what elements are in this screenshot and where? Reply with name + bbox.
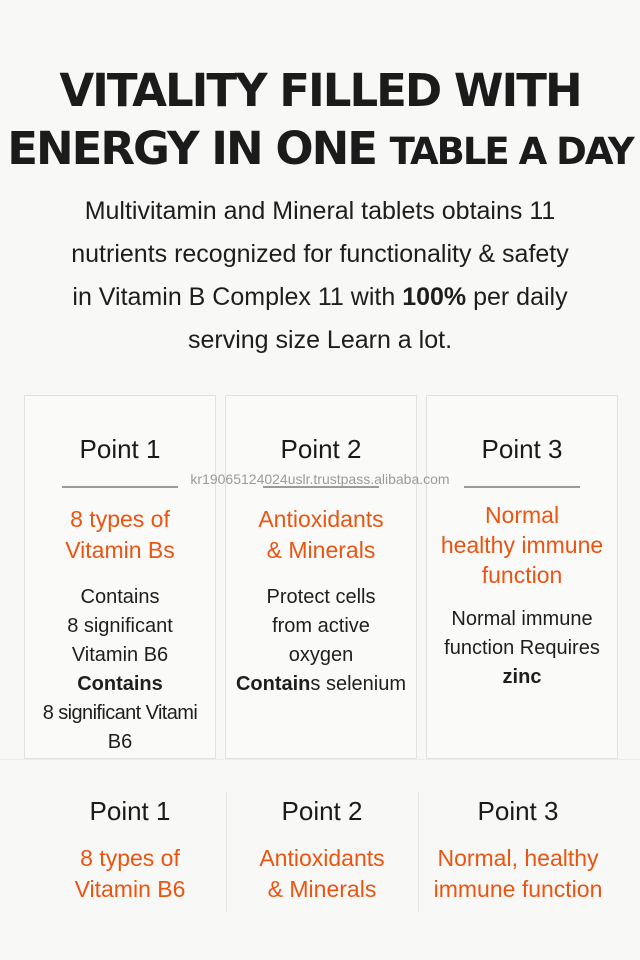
- intro-line-3: [40, 276, 600, 319]
- intro-line-3-a: in Vitamin B Complex 11 with: [72, 283, 403, 311]
- bottom-3-highlight: [418, 843, 618, 905]
- card-2-body-rest: s selenium: [310, 673, 407, 695]
- card-1-point-title: Point 1: [79, 434, 161, 464]
- card-1-body-bold-line: Contains: [77, 673, 163, 695]
- card-3-highlight-line: Normal: [484, 502, 560, 528]
- bottom-3-highlight-line: immune function: [433, 876, 603, 902]
- card-1-body: [29, 583, 211, 757]
- card-2-body-line: oxygen: [288, 644, 354, 666]
- card-1-body-bold-line: B6: [107, 731, 133, 753]
- bottom-2-highlight-line: & Minerals: [267, 876, 377, 902]
- card-1-highlight-line: Vitamin Bs: [65, 537, 175, 563]
- bottom-point-3: [418, 792, 618, 922]
- bottom-1-point-title: Point 1: [89, 796, 171, 826]
- card-1-body-bold-line: 8 significant Vitami: [42, 702, 198, 724]
- card-2-body: [230, 583, 412, 699]
- card-2-highlight: [230, 504, 412, 566]
- card-3-point-title: Point 3: [481, 434, 563, 464]
- headline-line-2-small: TABLE A DAY: [389, 130, 633, 173]
- card-1-highlight-line: 8 types of: [70, 506, 170, 532]
- card-2-highlight-line: & Minerals: [266, 537, 376, 563]
- bottom-point-2: [227, 792, 417, 922]
- bottom-2-highlight-line: Antioxidants: [259, 845, 385, 871]
- card-1-body-line: Contains: [80, 586, 160, 608]
- headline: [0, 62, 640, 181]
- card-2-body-line: Protect cells: [266, 586, 376, 608]
- card-1-body-line: Vitamin B6: [71, 644, 169, 666]
- headline-line-2-big: ENERGY IN ONE: [7, 122, 390, 175]
- card-3-body: [431, 605, 613, 692]
- point-card-2: [225, 395, 417, 759]
- intro-line-4: serving size Learn a lot.: [187, 326, 453, 354]
- intro-paragraph: [40, 190, 600, 362]
- intro-line-3-b: 100%: [402, 283, 467, 311]
- bottom-3-highlight-line: Normal, healthy: [437, 845, 599, 871]
- intro-line-3-c: per daily: [466, 283, 568, 311]
- bottom-point-1: [30, 792, 230, 922]
- intro-line-2: nutrients recognized for functionality & safety: [71, 240, 569, 268]
- bottom-1-highlight-line: Vitamin B6: [74, 876, 186, 902]
- bottom-2-highlight: [227, 843, 417, 905]
- bottom-3-point-title: Point 3: [477, 796, 559, 826]
- card-2-point-title: Point 2: [280, 434, 362, 464]
- bottom-1-highlight: [30, 843, 230, 905]
- card-1-highlight: [29, 504, 211, 566]
- card-3-highlight-line: healthy immune: [440, 532, 604, 558]
- card-2-body-bold: Contain: [235, 673, 311, 695]
- card-2-body-line: [230, 670, 412, 699]
- card-1-body-bold: [25, 670, 215, 757]
- card-3-body-line: Normal immune: [451, 608, 593, 630]
- intro-line-1: Multivitamin and Mineral tablets obtains 11: [84, 197, 556, 225]
- card-3-highlight: [431, 500, 613, 590]
- bottom-1-highlight-line: 8 types of: [80, 845, 180, 871]
- bottom-2-point-title: Point 2: [281, 796, 363, 826]
- card-2-highlight-line: Antioxidants: [258, 506, 384, 532]
- point-card-1: [24, 395, 216, 759]
- card-1-body-line: 8 significant: [67, 615, 173, 637]
- card-2-body-line: from active: [272, 615, 370, 637]
- headline-line-1: VITALITY FILLED WITH: [59, 64, 581, 117]
- card-3-body-line: function Requires: [444, 637, 600, 659]
- section-divider: [0, 759, 640, 760]
- watermark: kr19065124024uslr.trustpass.alibaba.com: [190, 471, 450, 487]
- card-3-highlight-line: function: [481, 562, 563, 588]
- card-3-body-bold: zinc: [502, 666, 542, 688]
- point-card-3: [426, 395, 618, 759]
- headline-line-2: [0, 120, 640, 181]
